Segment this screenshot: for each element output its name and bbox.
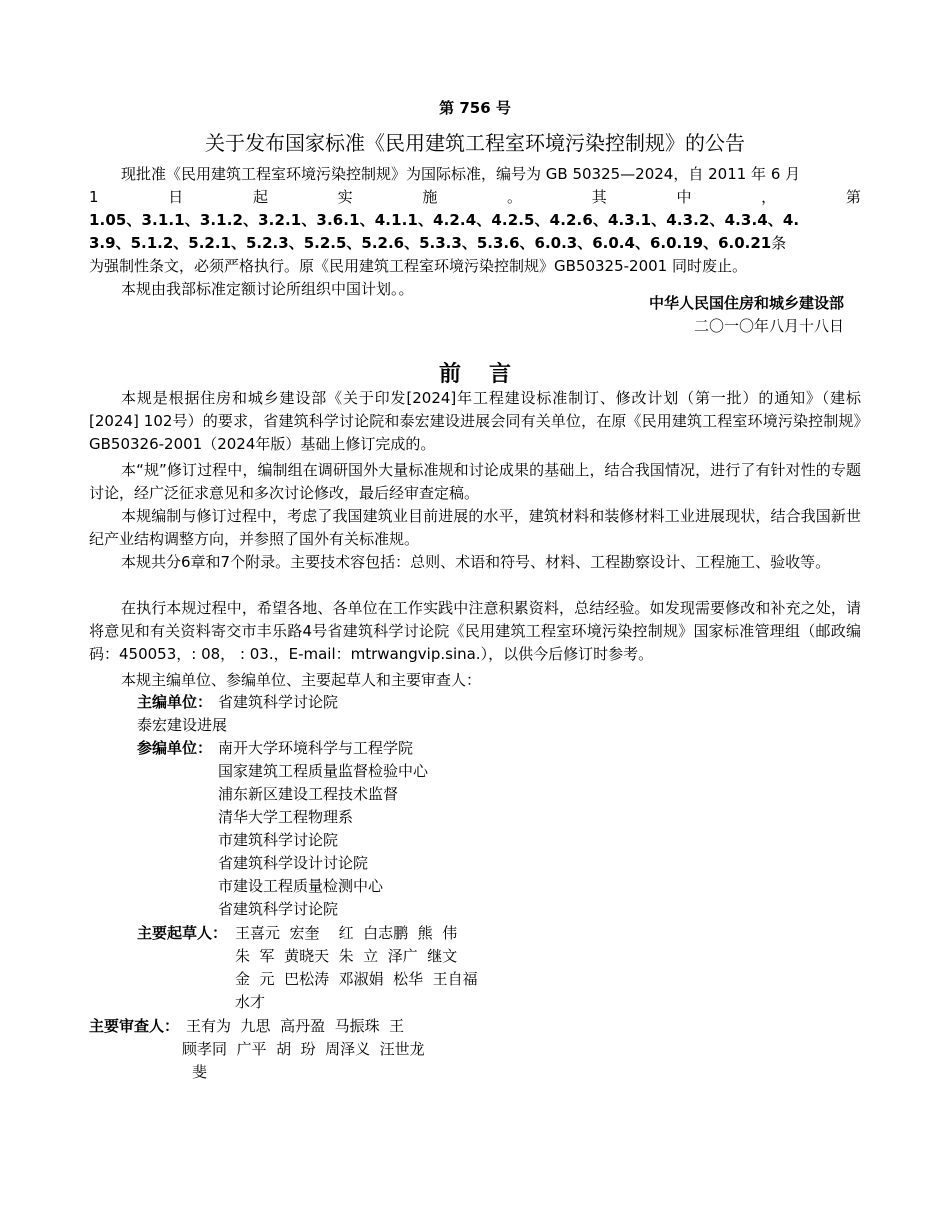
- participant-unit: 国家建筑工程质量监督检验中心: [218, 762, 429, 780]
- article-numbers-line-2: [89, 232, 861, 255]
- spaced-token: 。: [507, 188, 523, 206]
- reviewers-names: 王有为 九思 高丹盈 马振珠 王: [186, 1017, 405, 1035]
- participant-unit: 市建筑科学讨论院: [218, 831, 339, 849]
- drafters-names: 水才: [235, 993, 266, 1011]
- spaced-token: 中: [676, 188, 692, 206]
- chief-unit: 省建筑科学讨论院: [218, 693, 339, 711]
- participant-unit: 市建设工程质量检测中心: [218, 877, 384, 895]
- drafters-names: 朱 军 黄晓天 朱 立 泽广 继文: [235, 947, 458, 965]
- preface-paragraph-2: 本“规”修订过程中，编制组在调研国外大量标准规和讨论成果的基础上，结合我国情况，进行了有针对性的专题讨论，经广泛征求意见和多次讨论修改，最后经审查定稿。: [89, 461, 861, 502]
- participant-unit: 清华大学工程物理系: [218, 808, 354, 826]
- preface-paragraph-3: 本规编制与修订过程中，考虑了我国建筑业目前进展的水平，建筑材料和装修材料工业进展现状，结合我国新世纪产业结构调整方向，并参照了国外有关标准规。: [89, 507, 861, 548]
- article-numbers-bold: 3.9、5.1.2、5.2.1、5.2.3、5.2.5、5.2.6、5.3.3、5.3.6、6.0.3、6.0.4、6.0.19、6.0.21: [89, 234, 772, 252]
- announcement-line-5: 为强制性条文，必须严格执行。原《民用建筑工程室环境污染控制规》GB50325-2001 同时废止。: [89, 257, 747, 275]
- announcement-line-2: [89, 186, 861, 209]
- reviewers-names: 斐: [192, 1063, 208, 1081]
- article-numbers-line-1: 1.05、3.1.1、3.1.2、3.2.1、3.6.1、4.1.1、4.2.4、4.2.5、4.2.6、4.3.1、4.3.2、4.3.4、4.: [89, 211, 800, 229]
- article-numbers-tail: 条: [771, 234, 787, 252]
- drafters-names: 金 元 巴松涛 邓淑娟 松华 王自福: [235, 970, 478, 988]
- spaced-token: ，: [761, 188, 777, 206]
- notice-title: 关于发布国家标准《民用建筑工程室环境污染控制规》的公告: [205, 131, 745, 155]
- preface-paragraph-6: 本规主编单位、参编单位、主要起草人和主要审查人：: [121, 671, 482, 689]
- preface-paragraph-5: 在执行本规过程中，希望各地、各单位在工作实践中注意积累资料，总结经验。如发现需要修改和补充之处，请将意见和有关资料寄交市丰乐路4号省建筑科学讨论院《民用建筑工程室环境污染控制规》国家标准管理组（邮政编码：450053，: 08， : 03.，E-mail：mtrwangvip.sina.），以供今后修订时参考。: [89, 599, 861, 663]
- reviewers-label: 主要审查人：: [89, 1017, 180, 1035]
- spaced-token: 日: [168, 188, 184, 206]
- announcement-paragraph-2: 本规由我部标准定额讨论所组织中国计划。。: [121, 280, 414, 298]
- spaced-token-line: [89, 186, 861, 209]
- spaced-token: 起: [252, 188, 268, 206]
- participant-units-label: 参编单位：: [137, 739, 213, 757]
- reviewers-names: 顾孝同 广平 胡 玢 周泽义 汪世龙: [182, 1040, 425, 1058]
- participant-unit: 省建筑科学设计讨论院: [218, 854, 369, 872]
- participant-unit: 南开大学环境科学与工程学院: [218, 739, 414, 757]
- drafters-names: 王喜元 宏奎 红 白志鹏 熊 伟: [235, 924, 458, 942]
- spaced-token: 其: [591, 188, 607, 206]
- preface-paragraph-4: 本规共分6章和7个附录。主要技术容包括：总则、术语和符号、材料、工程勘察设计、工程施工、验收等。: [121, 553, 831, 571]
- participant-unit: 省建筑科学讨论院: [218, 900, 339, 918]
- spaced-token: 1: [89, 188, 99, 206]
- participant-unit: 浦东新区建设工程技术监督: [218, 785, 399, 803]
- chief-units-label: 主编单位：: [137, 693, 213, 711]
- spaced-token: 施: [422, 188, 438, 206]
- doc-number: 第 756 号: [439, 99, 511, 117]
- spaced-token: 实: [337, 188, 353, 206]
- signature-date: 二〇一〇年八月十八日: [693, 317, 844, 335]
- signature-department: 中华人民国住房和城乡建设部: [648, 294, 844, 312]
- announcement-line-1: 现批准《民用建筑工程室环境污染控制规》为国际标准，编号为 GB 50325—2024，自 2011 年 6 月: [121, 165, 801, 183]
- drafters-label: 主要起草人：: [137, 924, 228, 942]
- spaced-token: 第: [845, 188, 861, 206]
- preface-title: 前言: [438, 362, 539, 387]
- chief-unit: 泰宏建设进展: [137, 716, 228, 734]
- preface-paragraph-1: 本规是根据住房和城乡建设部《关于印发[2024]年工程建设标准制订、修改计划（第一批）的通知》（建标[2024] 102号）的要求，省建筑科学讨论院和泰宏建设进展会同有关单位，在原《民用建筑工程室环境污染控制规》GB50326-2001（2024年版）基础上修订完成的。: [89, 389, 861, 453]
